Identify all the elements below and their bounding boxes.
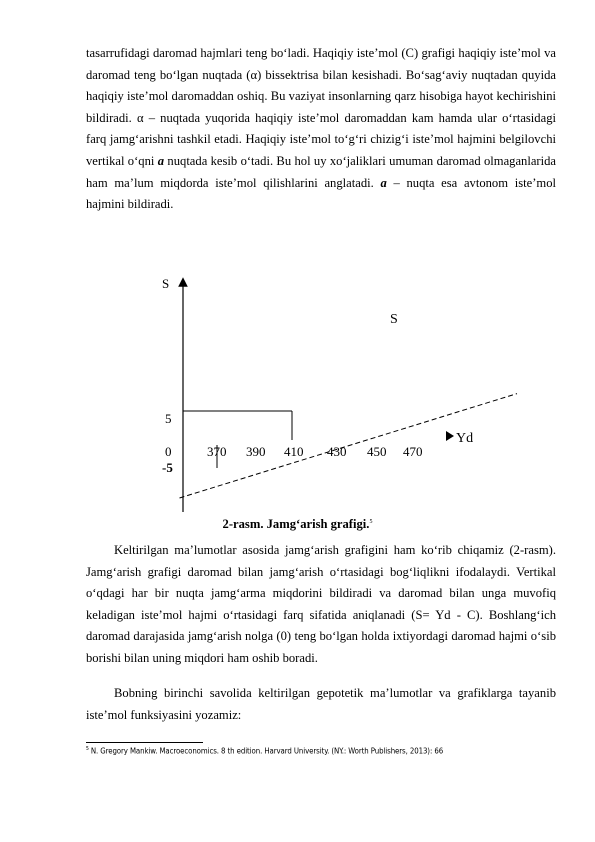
x-tick-450: 450: [367, 444, 387, 459]
x-tick-370: 370: [207, 444, 227, 459]
y-tick-0: 0: [165, 444, 172, 459]
y-axis-label: S: [162, 276, 170, 291]
paragraph-consumption: Bobning birinchi savolida keltirilgan gepotetik ma’lumotlar va grafiklarga tayanib iste’mol funksiyasini yozamiz:: [86, 686, 556, 722]
x-axis-arrow: [446, 431, 454, 441]
paragraph-intro: [86, 43, 556, 216]
paragraph-intro-part3: – nuqta esa avtonom iste’mol hajmini bildiradi.: [86, 175, 556, 212]
x-tick-430: 430: [327, 444, 347, 459]
y-tick-5: 5: [165, 411, 172, 426]
y-tick-minus5: -5: [162, 460, 173, 475]
x-tick-470: 470: [403, 444, 423, 459]
footnote: [86, 746, 443, 756]
symbol-a-2: a: [380, 175, 387, 190]
savings-line-label: S: [390, 312, 398, 327]
x-axis-label: Yd: [456, 431, 474, 446]
symbol-a-1: a: [157, 153, 165, 168]
figure-caption-text: 2-rasm. Jamg‘arish grafigi.: [222, 517, 370, 531]
footnote-rule: [86, 742, 203, 743]
footnote-number: 5: [86, 746, 89, 752]
figure-caption-ref: 5: [369, 518, 373, 525]
paragraph-intro-part2: nuqtada kesib o‘tadi. Bu hol uy xo‘jaliklari umuman daromad olmaganlarida ham ma’lum miqdorda iste’mol qilishlarini anglatadi.: [86, 153, 557, 190]
paragraph-savings: Keltirilgan ma’lumotlar asosida jamg‘arish grafigini ham ko‘rib chiqamiz (2-rasm). Jamg‘arish grafigi daromad bilan jamg‘arish o‘rtasidagi bog‘liqlikni ifodalaydi. Vertikal o‘qdagi har bir nuqta jamg‘arma miqdorini bildiradi va daromad bilan unga muvofiq keladigan iste’mol hajmi o‘rtasidagi farq sifatida aniqlanadi (S= Yd - C). Boshlang‘ich daromad darajasida jamg‘arish nolga (0) teng bo‘lgan holda ixtiyordagi daromad hajmi o‘sib borishi bilan uning miqdori ham oshib boradi.: [86, 543, 556, 665]
x-tick-390: 390: [246, 444, 266, 459]
savings-chart: [0, 270, 595, 520]
figure-caption: [0, 517, 595, 532]
x-tick-410: 410: [284, 444, 304, 459]
paragraph-intro-part1: tasarrufidagi daromad hajmlari teng bo‘ladi. Haqiqiy iste’mol (C) grafigi haqiqiy iste’mol va daromad teng bo‘lgan nuqtada (α) bissektrisa bilan kesishadi. Bo‘sag‘aviy nuqtadan quyida haqiqiy iste’mol daromaddan oshiq. Bu vaziyat insonlarning qarz hisobiga hayot kechirishini bildiradi. α – nuqtada yuqorida haqiqiy iste’mol daromaddan kam hamda ular o‘rtasidagi farq jamg‘arishni tashkil etadi. Haqiqiy iste’mol to‘g‘ri chizig‘i iste’mol hajmini belgilovchi vertikal o‘qni: [86, 46, 556, 168]
footnote-text: N. Gregory Mankiw. Macroeconomics. 8 th edition. Harvard University. (NY.: Worth Publishers, 2013): 66: [88, 746, 444, 756]
